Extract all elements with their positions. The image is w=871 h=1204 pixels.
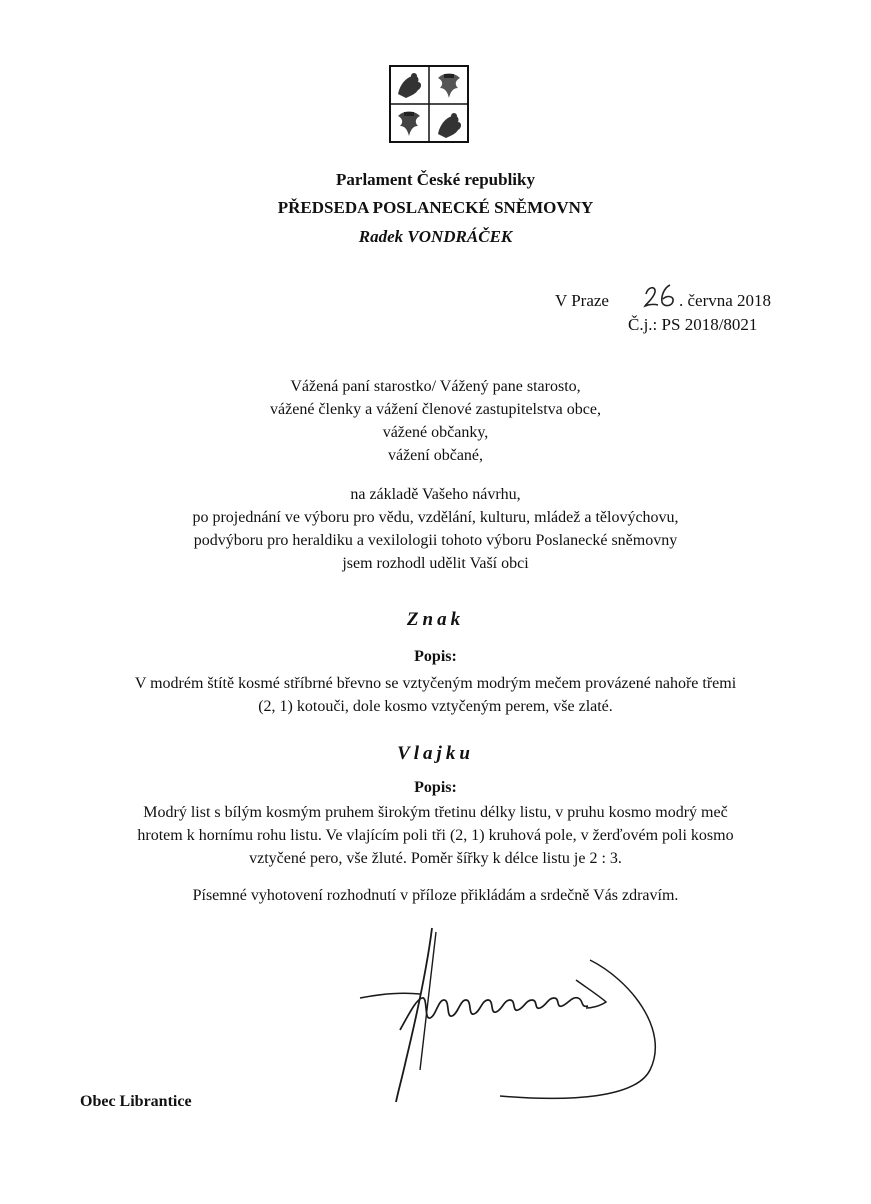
vlajka-description [0,801,871,870]
person-name: Radek VONDRÁČEK [358,227,513,246]
vlajka-popis-label: Popis: [414,779,457,796]
place-label: V Praze [555,291,609,310]
salutation-line: Vážená paní starostko/ Vážený pane starosto, [290,378,581,395]
znak-popis-label: Popis: [414,648,457,665]
intro-block [0,483,871,575]
znak-description-line: V modrém štítě kosmé stříbrné břevno se vztyčeným modrým mečem provázené nahoře třemi [134,675,737,692]
handwritten-day [642,282,678,308]
znak-description [0,672,871,718]
vlajka-heading: Vlajku [397,743,474,764]
vlajka-description-line: hrotem k hornímu rohu listu. Ve vlajícím poli tři (2, 1) kruhová pole, v žerďovém poli kosmo [137,827,734,844]
vlajka-description-line: Modrý list s bílým kosmým pruhem širokým třetinu délky listu, v pruhu kosmo modrý meč [143,804,728,821]
salutation-line: vážené občanky, [382,424,489,441]
institution-name: Parlament České republiky [336,170,535,189]
znak-heading: Znak [406,609,465,630]
intro-line: podvýboru pro heraldiku a vexilologii tohoto výboru Poslanecké sněmovny [193,532,678,549]
salutation-block [0,375,871,467]
closing-sentence: Písemné vyhotovení rozhodnutí v příloze přikládám a srdečně Vás zdravím. [192,887,679,904]
intro-line: jsem rozhodl udělit Vaší obci [342,555,529,572]
intro-line: po projednání ve výboru pro vědu, vzdělání, kulturu, mládež a tělovýchovu, [192,509,679,526]
date-month-year: . června 2018 [679,291,772,310]
office-title: PŘEDSEDA POSLANECKÉ SNĚMOVNY [277,198,594,217]
intro-line: na základě Vašeho návrhu, [350,486,521,503]
salutation-line: vážení občané, [387,447,484,464]
znak-description-line: (2, 1) kotouči, dole kosmo vztyčeným perem, vše zlaté. [258,698,613,715]
recipient-name: Obec Librantice [80,1093,192,1110]
coat-of-arms-icon [388,64,470,144]
salutation-line: vážené členky a vážení členové zastupitelstva obce, [270,401,601,418]
signature-icon [340,920,670,1110]
vlajka-description-line: vztyčené pero, vše žluté. Poměr šířky k délce listu je 2 : 3. [249,850,622,867]
reference-number: Č.j.: PS 2018/8021 [628,315,758,334]
